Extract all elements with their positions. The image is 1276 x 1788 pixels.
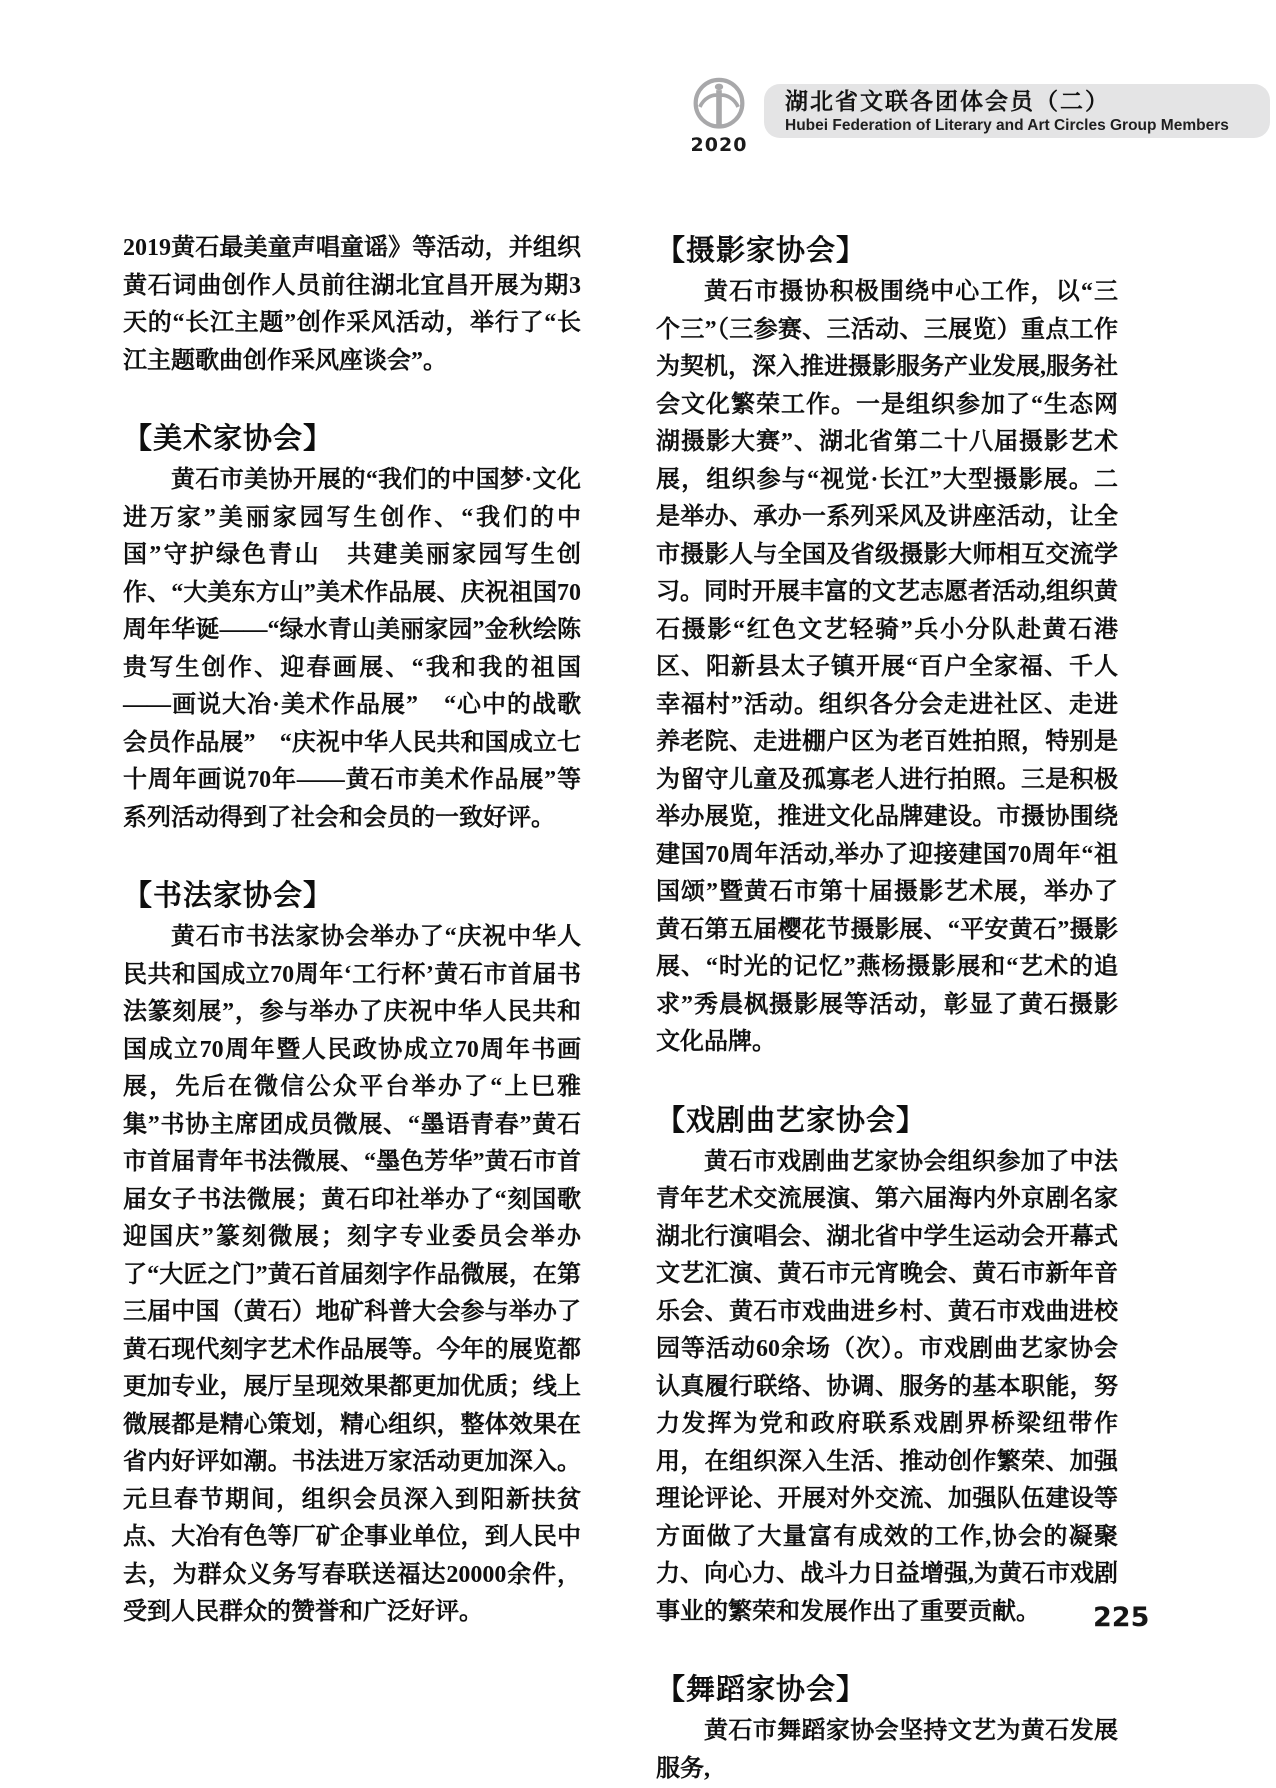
page-number: 225 xyxy=(1093,1602,1150,1633)
paragraph-continuation: 2019黄石最美童声唱童谣》等活动，并组织黄石词曲创作人员前往湖北宜昌开展为期3天的“长江主题”创作采风活动，举行了“长江主题歌曲创作采风座谈会”。 xyxy=(123,235,581,374)
paragraph: 黄石市舞蹈家协会坚持文艺为黄石发展服务, xyxy=(656,1718,1118,1782)
section-heading-calligraphers-association: 【书法家协会】 xyxy=(123,878,334,912)
left-column xyxy=(123,230,581,1632)
section-heading-dancers-association: 【舞蹈家协会】 xyxy=(656,1672,867,1706)
paragraph: 黄石市书法家协会举办了“庆祝中华人民共和国成立70周年‘工行杯’黄石市首届书法篆刻展”，参与举办了庆祝中华人民共和国成立70周年暨人民政协成立70周年书画展，先后在微信公众平台举办了“上巳雅集”书协主席团成员微展、“墨语青春”黄石市首届青年书法微展、“墨色芳华”黄石市首届女子书法微展；黄石印社举办了“刻国歌迎国庆”篆刻微展；刻字专业委员会举办了“大匠之门”黄石首届刻字作品微展，在第三届中国（黄石）地矿科普大会参与举办了黄石现代刻字艺术作品展等。今年的展览都更加专业，展厅呈现效果都更加优质；线上微展都是精心策划，精心组织，整体效果在省内好评如潮。书法进万家活动更加深入。元旦春节期间，组织会员深入到阳新扶贫点、大冶有色等厂矿企事业单位，到人民中去，为群众义务写春联送福达20000余件，受到人民群众的赞誉和广泛好评。 xyxy=(123,924,581,1625)
header-banner xyxy=(764,84,1270,138)
paragraph: 黄石市摄协积极围绕中心工作，以“三个三”（三参赛、三活动、三展览）重点工作为契机，深入推进摄影服务产业发展,服务社会文化繁荣工作。一是组织参加了“生态网湖摄影大赛”、湖北省第二十八届摄影艺术展，组织参与“视觉·长江”大型摄影展。二是举办、承办一系列采风及讲座活动，让全市摄影人与全国及省级摄影大师相互交流学习。同时开展丰富的文艺志愿者活动,组织黄石摄影“红色文艺轻骑”兵小分队赴黄石港区、阳新县太子镇开展“百户全家福、千人幸福村”活动。组织各分会走进社区、走进养老院、走进棚户区为老百姓拍照，特别是为留守儿童及孤寡老人进行拍照。三是积极举办展览，推进文化品牌建设。市摄协围绕建国70周年活动,举办了迎接建国70周年“祖国颂”暨黄石市第十届摄影艺术展，举办了黄石第五届樱花节摄影展、“平安黄石”摄影展、“时光的记忆”燕杨摄影展和“艺术的追求”秀晨枫摄影展等活动，彰显了黄石摄影文化品牌。 xyxy=(656,279,1118,1055)
banner-title-zh: 湖北省文联各团体会员（二） xyxy=(785,89,1110,115)
banner-title-en: Hubei Federation of Literary and Art Circles Group Members xyxy=(785,117,1229,134)
paragraph: 黄石市戏剧曲艺家协会组织参加了中法青年艺术交流展演、第六届海内外京剧名家湖北行演唱会、湖北省中学生运动会开幕式文艺汇演、黄石市元宵晚会、黄石市新年音乐会、黄石市戏曲进乡村、黄石市戏曲进校园等活动60余场（次）。市戏剧曲艺家协会认真履行联络、协调、服务的基本职能，努力发挥为党和政府联系戏剧界桥梁纽带作用，在组织深入生活、推动创作繁荣、加强理论评论、开展对外交流、加强队伍建设等方面做了大量富有成效的工作,协会的凝聚力、向心力、战斗力日益增强,为黄石市戏剧事业的繁荣和发展作出了重要贡献。 xyxy=(656,1148,1118,1625)
right-column xyxy=(656,230,1118,1788)
section-heading-drama-quyi-association: 【戏剧曲艺家协会】 xyxy=(656,1102,927,1137)
section-heading-artists-association: 【美术家协会】 xyxy=(123,421,334,455)
paragraph: 黄石市美协开展的“我们的中国梦·文化进万家”美丽家园写生创作、“我们的中国”守护绿色青山 共建美丽家园写生创作、“大美东方山”美术作品展、庆祝祖国70周年华诞——“绿水青山美丽家园”金秋绘陈贵写生创作、迎春画展、“我和我的祖国——画说大冶·美术作品展” “心中的战歌会员作品展” “庆祝中华人民共和国成立七十周年画说70年——黄石市美术作品展”等系列活动得到了社会和会员的一致好评。 xyxy=(123,467,581,831)
federation-emblem-icon xyxy=(691,76,747,136)
section-heading-photographers-association: 【摄影家协会】 xyxy=(656,233,867,267)
logo-block xyxy=(686,76,752,156)
logo-year: 2020 xyxy=(690,134,748,156)
